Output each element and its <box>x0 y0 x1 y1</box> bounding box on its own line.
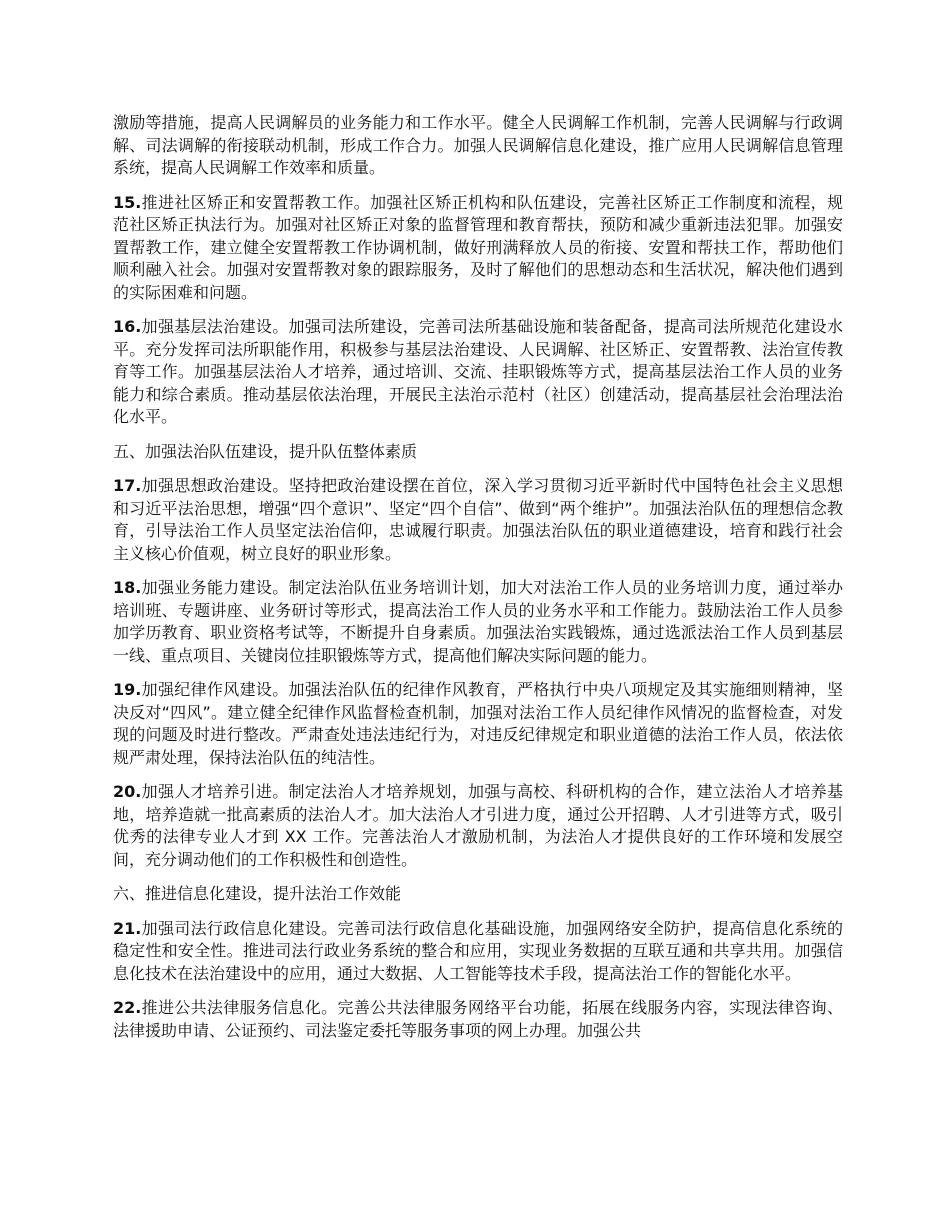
intro-paragraph: 激励等措施，提高人民调解员的业务能力和工作水平。健全人民调解工作机制，完善人民调解与行政调解、司法调解的衔接联动机制，形成工作合力。加强人民调解信息化建设，推广应用人民调解信息管理系统，提高人民调解工作效率和质量。 <box>113 113 843 177</box>
item-16 <box>113 316 843 429</box>
item-number: 17. <box>113 476 142 495</box>
item-number: 16. <box>113 317 142 336</box>
item-number: 20. <box>113 782 142 801</box>
item-number: 15. <box>113 192 142 212</box>
item-number: 21. <box>113 918 142 938</box>
item-text: 加强人才培养引进。制定法治人才培养规划，加强与高校、科研机构的合作，建立法治人才培养基地，培养造就一批高素质的法治人才。加大法治人才引进力度，通过公开招聘、人才引进等方式，吸引优秀的法律专业人才到 XX 工作。完善法治人才激励机制，为法治人才提供良好的工作环境和发展空间，充分调动他们的工作积极性和创造性。 <box>113 782 843 869</box>
item-text: 加强思想政治建设。坚持把政治建设摆在首位，深入学习贯彻习近平新时代中国特色社会主义思想和习近平法治思想，增强“四个意识”、坚定“四个自信”、做到“两个维护”。加强法治队伍的理想信念教育，引导法治工作人员坚定法治信仰，忠诚履行职责。加强法治队伍的职业道德建设，培育和践行社会主义核心价值观，树立良好的职业形象。 <box>113 476 843 563</box>
item-19 <box>113 679 843 769</box>
item-text: 加强司法行政信息化建设。完善司法行政信息化基础设施，加强网络安全防护，提高信息化系统的稳定性和安全性。推进司法行政业务系统的整合和应用，实现业务数据的互联互通和共享共用。加强信息化技术在法治建设中的应用，通过大数据、人工智能等技术手段，提高法治工作的智能化水平。 <box>113 918 843 983</box>
item-18 <box>113 577 843 667</box>
document-page <box>113 112 843 1054</box>
item-text: 加强业务能力建设。制定法治队伍业务培训计划，加大对法治工作人员的业务培训力度，通过举办培训班、专题讲座、业务研讨等形式，提高法治工作人员的业务水平和工作能力。鼓励法治工作人员参加学历教育、职业资格考试等，不断提升自身素质。加强法治实践锻炼，通过选派法治工作人员到基层一线、重点项目、关键岗位挂职锻炼等方式，提高他们解决实际问题的能力。 <box>113 578 843 665</box>
item-20 <box>113 781 843 871</box>
item-21 <box>113 918 843 986</box>
item-text: 加强纪律作风建设。加强法治队伍的纪律作风教育，严格执行中央八项规定及其实施细则精神，坚决反对“四风”。建立健全纪律作风监督检查机制，加强对法治工作人员纪律作风情况的监督检查，对发现的问题及时进行整改。严肃查处违法违纪行为，对违反纪律规定和职业道德的法治工作人员，依法依规严肃处理，保持法治队伍的纯洁性。 <box>113 680 843 767</box>
item-22 <box>113 997 843 1042</box>
section-heading-6: 六、推进信息化建设，提升法治工作效能 <box>113 884 402 903</box>
item-number: 18. <box>113 578 142 597</box>
item-text: 加强基层法治建设。加强司法所建设，完善司法所基础设施和装备配备，提高司法所规范化建设水平。充分发挥司法所职能作用，积极参与基层法治建设、人民调解、社区矫正、安置帮教、法治宣传教育等工作。加强基层法治人才培养，通过培训、交流、挂职锻炼等方式，提高基层法治工作人员的业务能力和综合素质。推动基层依法治理，开展民主法治示范村（社区）创建活动，提高基层社会治理法治化水平。 <box>113 317 843 426</box>
item-text: 推进社区矫正和安置帮教工作。加强社区矫正机构和队伍建设，完善社区矫正工作制度和流程，规范社区矫正执法行为。加强对社区矫正对象的监督管理和教育帮扶，预防和减少重新违法犯罪。加强安置帮教工作，建立健全安置帮教工作协调机制，做好刑满释放人员的衔接、安置和帮扶工作，帮助他们顺利融入社会。加强对安置帮教对象的跟踪服务，及时了解他们的思想动态和生活状况，解决他们遇到的实际困难和问题。 <box>113 192 843 302</box>
item-17 <box>113 475 843 565</box>
item-text: 推进公共法律服务信息化。完善公共法律服务网络平台功能，拓展在线服务内容，实现法律咨询、法律援助申请、公证预约、司法鉴定委托等服务事项的网上办理。加强公共 <box>113 998 843 1040</box>
item-number: 19. <box>113 680 142 699</box>
item-15 <box>113 192 843 305</box>
section-heading-5: 五、加强法治队伍建设，提升队伍整体素质 <box>113 441 418 461</box>
item-number: 22. <box>113 998 142 1017</box>
